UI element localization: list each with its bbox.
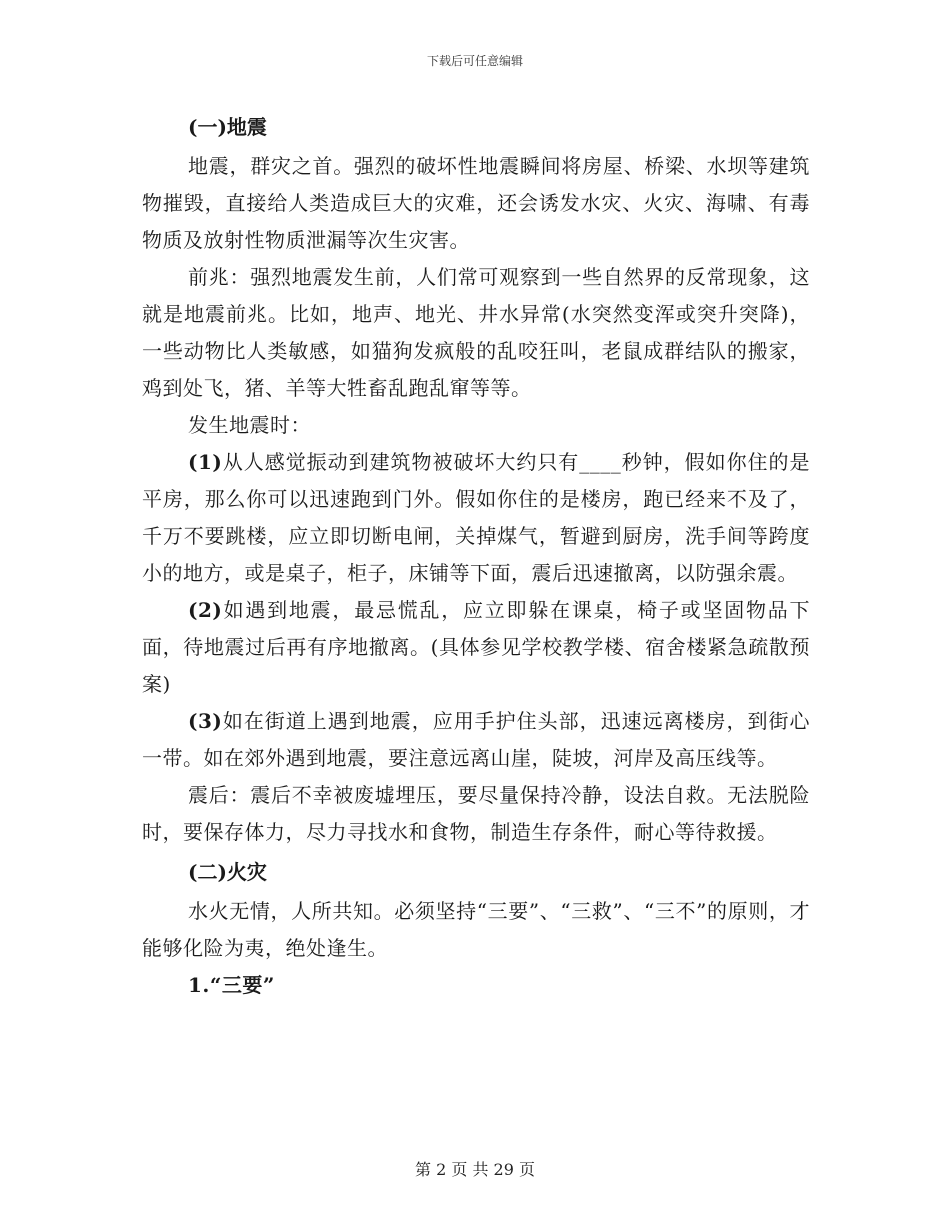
paragraph-earthquake-intro: 地震，群灾之首。强烈的破坏性地震瞬间将房屋、桥梁、水坝等建筑物摧毁，直接给人类造成巨大的灾难，还会诱发水灾、火灾、海啸、有毒物质及放射性物质泄漏等次生灾害。 (142, 154, 810, 252)
paragraph-after-earthquake: 震后：震后不幸被废墟埋压，要尽量保持冷静，设法自救。无法脱险时，要保存体力，尽力寻找水和食物，制造生存条件，耐心等待救援。 (142, 783, 810, 844)
paragraph-item-1 (142, 444, 810, 592)
paragraph-item-3 (142, 703, 810, 777)
section-heading-earthquake: (一)地震 (188, 115, 267, 139)
item-text: 如在街道上遇到地震，应用手护住头部，迅速远离楼房，到街心一带。如在郊外遇到地震，要注意远离山崖，陡坡，河岸及高压线等。 (142, 709, 810, 770)
item-number: (1) (188, 450, 223, 474)
item-text: 如遇到地震，最忌慌乱，应立即躲在课桌，椅子或坚固物品下面，待地震过后再有序地撤离。(具体参见学校教学楼、宿舍楼紧急疏散预案) (142, 598, 810, 696)
item-number: (2) (188, 598, 223, 622)
paragraph-earthquake-precursor: 前兆：强烈地震发生前，人们常可观察到一些自然界的反常现象，这就是地震前兆。比如，地声、地光、井水异常(水突然变浑或突升突降)，一些动物比人类敏感，如猫狗发疯般的乱咬狂叫，老鼠成群结队的搬家，鸡到处飞，猪、羊等大牲畜乱跑乱窜等等。 (142, 265, 810, 400)
page-header: 下载后可任意编辑 (426, 54, 523, 68)
page-footer: 第 2 页 共 29 页 (415, 1160, 535, 1179)
document-body (142, 110, 810, 1004)
section-heading-fire: (二)火灾 (188, 860, 267, 884)
paragraph-fire-intro: 水火无情，人所共知。必须坚持“三要”、“三救”、“三不”的原则，才能够化险为夷，绝处逢生。 (142, 899, 810, 960)
item-text: 从人感觉振动到建筑物被破坏大约只有____秒钟，假如你住的是平房，那么你可以迅速跑到门外。假如你住的是楼房，跑已经来不及了，千万不要跳楼，应立即切断电闸，关掉煤气，暂避到厨房，洗手间等跨度小的地方，或是桌子，柜子，床铺等下面，震后迅速撤离，以防强余震。 (142, 450, 810, 585)
paragraph-three-musts: 1.“三要” (188, 973, 275, 997)
paragraph-during-earthquake: 发生地震时： (188, 413, 311, 437)
item-number: (3) (188, 709, 223, 733)
paragraph-item-2 (142, 592, 810, 703)
